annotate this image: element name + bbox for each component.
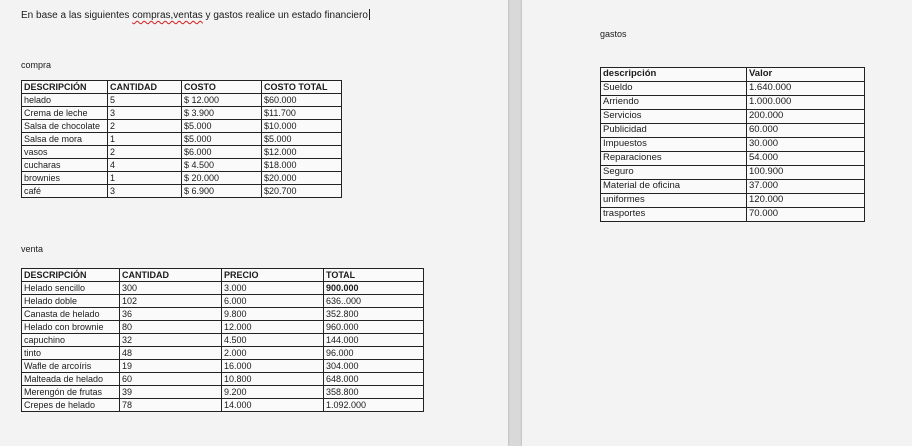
gastos-cell: 37.000 [747,180,865,194]
compra-cell: $12.000 [262,146,342,159]
gastos-header-cell: Valor [747,68,865,82]
gastos-cell: 54.000 [747,152,865,166]
table-row [22,373,424,386]
compra-cell: $6.000 [182,146,262,159]
table-row [601,152,865,166]
compra-cell: $5.000 [182,120,262,133]
table-row [22,386,424,399]
compra-cell: helado [22,94,108,107]
table-row [601,180,865,194]
compra-cell: 5 [108,94,182,107]
table-row [22,334,424,347]
table-row [601,194,865,208]
compra-cell: vasos [22,146,108,159]
compra-header-row [22,81,342,94]
venta-label: venta [21,244,44,254]
venta-cell: 48 [120,347,222,360]
compra-cell: brownies [22,172,108,185]
table-row [601,208,865,222]
gastos-cell: 70.000 [747,208,865,222]
gastos-cell: Seguro [601,166,747,180]
heading-text-before: En base a las siguientes [21,10,133,21]
venta-cell: 10.800 [222,373,324,386]
gastos-cell: 1.640.000 [747,82,865,96]
compra-table [21,80,342,198]
compra-cell: $20.000 [262,172,342,185]
gastos-cell: Material de oficina [601,180,747,194]
compra-cell: Salsa de chocolate [22,120,108,133]
compra-header-cell: COSTO [182,81,262,94]
compra-cell: $ 3.900 [182,107,262,120]
venta-total-cell: 960.000 [324,321,424,334]
venta-cell: Helado con brownie [22,321,120,334]
venta-cell: 80 [120,321,222,334]
venta-cell: 16.000 [222,360,324,373]
venta-header-cell: DESCRIPCIÓN [22,269,120,282]
venta-cell: 102 [120,295,222,308]
venta-total-cell: 636..000 [324,295,424,308]
table-row [601,82,865,96]
compra-cell: $ 4.500 [182,159,262,172]
table-row [22,399,424,412]
table-row [22,172,342,185]
table-row [601,138,865,152]
table-row [22,159,342,172]
table-row [22,282,424,295]
venta-cell: Merengón de frutas [22,386,120,399]
table-row [601,124,865,138]
heading-misspelled-word[interactable]: compras,ventas [132,10,203,21]
gastos-cell: 60.000 [747,124,865,138]
compra-cell: 4 [108,159,182,172]
gastos-cell: Servicios [601,110,747,124]
gastos-cell: 200.000 [747,110,865,124]
compra-cell: 1 [108,172,182,185]
venta-total-cell: 648.000 [324,373,424,386]
venta-cell: 9.800 [222,308,324,321]
gastos-table [600,67,865,222]
gastos-cell: Arriendo [601,96,747,110]
venta-cell: 60 [120,373,222,386]
venta-cell: tinto [22,347,120,360]
venta-total-cell: 352.800 [324,308,424,321]
gastos-header-row [601,68,865,82]
table-row [22,107,342,120]
table-row [22,321,424,334]
venta-cell: 4.500 [222,334,324,347]
compra-cell: 3 [108,185,182,198]
venta-cell: Helado sencillo [22,282,120,295]
gastos-cell: Reparaciones [601,152,747,166]
venta-cell: 9.200 [222,386,324,399]
compra-cell: $20.700 [262,185,342,198]
gastos-label: gastos [600,29,627,39]
venta-cell: Wafle de arcoíris [22,360,120,373]
compra-cell: café [22,185,108,198]
compra-header-cell: DESCRIPCIÓN [22,81,108,94]
compra-cell: cucharas [22,159,108,172]
venta-cell: 19 [120,360,222,373]
table-row [22,133,342,146]
compra-cell: $5.000 [262,133,342,146]
venta-header-cell: CANTIDAD [120,269,222,282]
table-row [22,295,424,308]
venta-header-cell: PRECIO [222,269,324,282]
compra-cell: 2 [108,146,182,159]
compra-cell: $ 12.000 [182,94,262,107]
venta-total-cell: 1.092.000 [324,399,424,412]
heading-text-after: y gastos realice un estado financiero [202,10,368,21]
table-row [601,166,865,180]
gastos-cell: 30.000 [747,138,865,152]
venta-total-cell: 358.800 [324,386,424,399]
venta-total-cell: 304.000 [324,360,424,373]
venta-cell: 300 [120,282,222,295]
venta-header-row [22,269,424,282]
gastos-cell: Impuestos [601,138,747,152]
gastos-cell: trasportes [601,208,747,222]
compra-cell: 2 [108,120,182,133]
compra-cell: $5.000 [182,133,262,146]
compra-header-cell: COSTO TOTAL [262,81,342,94]
compra-label: compra [21,60,52,70]
compra-header-cell: CANTIDAD [108,81,182,94]
venta-cell: 2.000 [222,347,324,360]
gastos-header-cell: descripción [601,68,747,82]
instruction-heading[interactable] [21,9,370,21]
gastos-cell: 1.000.000 [747,96,865,110]
venta-total-cell: 96.000 [324,347,424,360]
compra-cell: 3 [108,107,182,120]
compra-cell: 1 [108,133,182,146]
table-row [22,347,424,360]
table-row [601,110,865,124]
table-row [22,94,342,107]
gastos-cell: 100.900 [747,166,865,180]
gastos-cell: 120.000 [747,194,865,208]
table-row [22,185,342,198]
venta-cell: 36 [120,308,222,321]
compra-cell: $11.700 [262,107,342,120]
venta-cell: Helado doble [22,295,120,308]
gastos-cell: Publicidad [601,124,747,138]
compra-cell: Crema de leche [22,107,108,120]
compra-cell: $18.000 [262,159,342,172]
venta-cell: Canasta de helado [22,308,120,321]
venta-total-cell: 144.000 [324,334,424,347]
table-row [22,120,342,133]
venta-table [21,268,424,412]
compra-cell: $60.000 [262,94,342,107]
compra-cell: $10.000 [262,120,342,133]
text-cursor [369,9,370,20]
venta-cell: 14.000 [222,399,324,412]
compra-cell: $ 20.000 [182,172,262,185]
venta-cell: 39 [120,386,222,399]
venta-cell: 6.000 [222,295,324,308]
gastos-cell: Sueldo [601,82,747,96]
compra-cell: Salsa de mora [22,133,108,146]
venta-cell: 32 [120,334,222,347]
venta-cell: 12.000 [222,321,324,334]
venta-header-cell: TOTAL [324,269,424,282]
venta-cell: Crepes de helado [22,399,120,412]
table-row [22,360,424,373]
compra-cell: $ 6.900 [182,185,262,198]
venta-cell: capuchino [22,334,120,347]
table-row [601,96,865,110]
venta-total-cell: 900.000 [324,282,424,295]
gastos-cell: uniformes [601,194,747,208]
venta-cell: 78 [120,399,222,412]
venta-cell: Malteada de helado [22,373,120,386]
table-row [22,146,342,159]
table-row [22,308,424,321]
venta-cell: 3.000 [222,282,324,295]
